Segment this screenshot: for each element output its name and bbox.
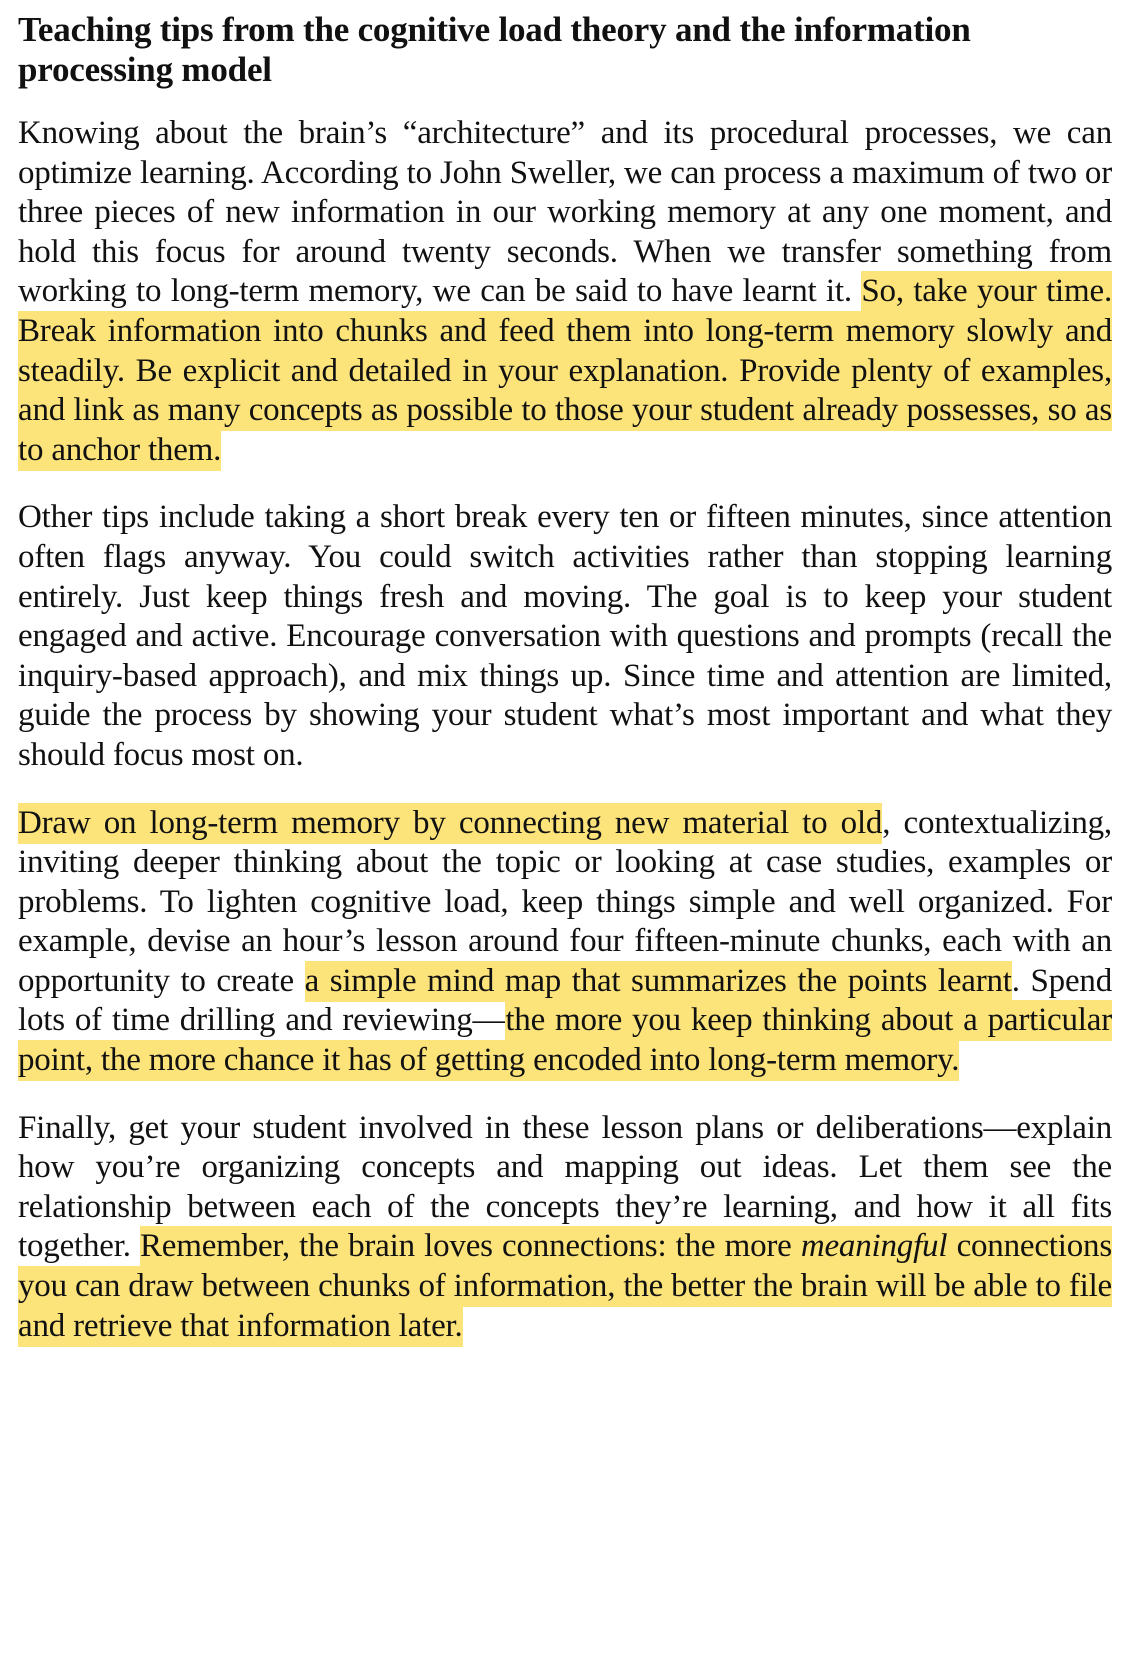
paragraph-2 [18,498,1112,775]
highlight-mind-map[interactable]: a simple mind map that summarizes the points learnt [305,961,1012,1002]
paragraph-3-text-a: , contextualizing, inviting deeper thinking about the topic or looking at case studies, examples or problems. To lighten cognitive load, keep things simple and well organized. For example, devise an hour’s lesson around four fifteen-minute chunks, each with an opportunity to create [18,804,1112,999]
highlight-brain-loves-connections[interactable] [18,1226,1112,1346]
paragraph-2-text: Other tips include taking a short break every ten or fifteen minutes, since attention often flags anyway. You could switch activities rather than stopping learning entirely. Just keep things fresh and moving. The goal is to keep your student engaged and active. Encourage conversation with questions and prompts (recall the inquiry-based approach), and mix things up. Since time and attention are limited, guide the process by showing your student what’s most important and what they should focus most on. [18,499,1112,773]
paragraph-3 [18,804,1112,1081]
highlight-take-your-time[interactable]: So, take your time. Break information into chunks and feed them into long-term memory slowly and steadily. Be explicit and detailed in your explanation. Provide plenty of examples, and link as many concepts as possible to those your student already possesses, so as to anchor them. [18,271,1112,470]
paragraph-3-text-b: . Spend lots of time drilling and reviewing— [18,962,1112,1039]
highlight-text-b: connections you can draw between chunks of information, the better the brain will be able to file and retrieve that information later. [18,1228,1112,1344]
paragraph-1 [18,114,1112,470]
paragraph-1-text: Knowing about the brain’s “architecture” and its procedural processes, we can optimize learning. According to John Sweller, we can process a maximum of two or three pieces of new information in our working memory at any one moment, and hold this focus for around twenty seconds. When we transfer something from working to long-term memory, we can be said to have learnt it. [18,115,1112,310]
paragraph-4 [18,1109,1112,1347]
highlight-keep-thinking[interactable]: the more you keep thinking about a particular point, the more chance it has of getting encoded into long-term memory. [18,1000,1112,1081]
highlight-draw-on-long-term-memory[interactable]: Draw on long-term memory by connecting new material to old [18,803,882,844]
paragraph-4-text: Finally, get your student involved in these lesson plans or deliberations—explain how you’re organizing concepts and mapping out ideas. Let them see the relationship between each of the concepts they’re learning, and how it all fits together. [18,1109,1112,1265]
emphasis-meaningful: meaningful [800,1228,948,1265]
section-heading: Teaching tips from the cognitive load theory and the information processing model [18,10,971,89]
highlight-text-a: Remember, the brain loves connections: the more [140,1228,801,1265]
